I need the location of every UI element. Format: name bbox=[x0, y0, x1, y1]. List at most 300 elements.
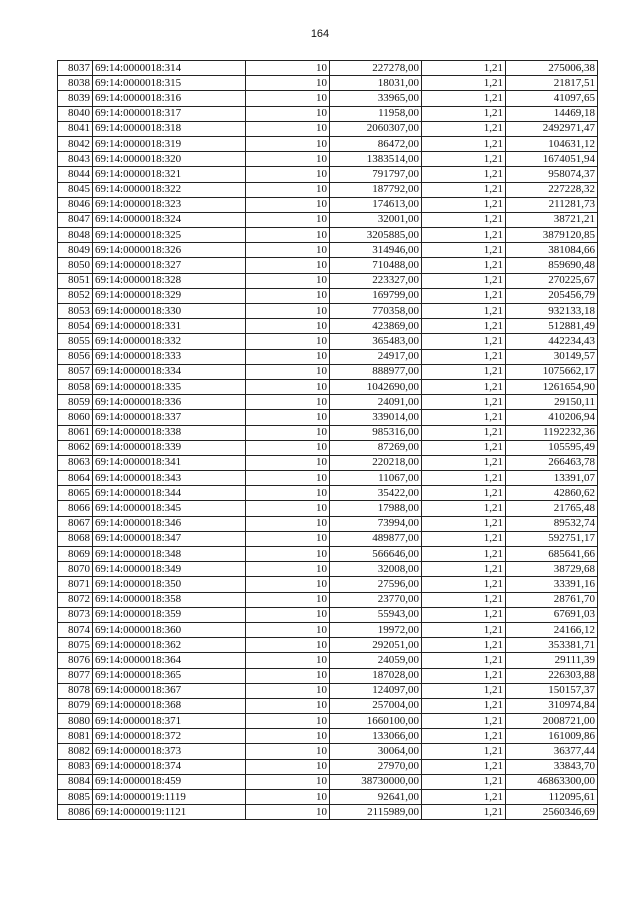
rate-cell: 10 bbox=[246, 607, 330, 622]
result-value-cell: 410206,94 bbox=[506, 410, 598, 425]
rate-cell: 10 bbox=[246, 744, 330, 759]
result-value-cell: 227228,32 bbox=[506, 182, 598, 197]
table-row bbox=[58, 364, 598, 379]
coefficient-cell: 1,21 bbox=[422, 440, 506, 455]
coefficient-cell: 1,21 bbox=[422, 805, 506, 820]
table-row bbox=[58, 638, 598, 653]
rate-cell: 10 bbox=[246, 425, 330, 440]
coefficient-cell: 1,21 bbox=[422, 61, 506, 76]
cadastral-number-cell: 69:14:0000018:362 bbox=[93, 638, 246, 653]
rate-cell: 10 bbox=[246, 774, 330, 789]
coefficient-cell: 1,21 bbox=[422, 592, 506, 607]
result-value-cell: 14469,18 bbox=[506, 106, 598, 121]
row-number-cell: 8068 bbox=[58, 531, 93, 546]
cadastral-value-cell: 187792,00 bbox=[330, 182, 422, 197]
cadastral-number-cell: 69:14:0000018:327 bbox=[93, 258, 246, 273]
cadastral-number-cell: 69:14:0000018:349 bbox=[93, 562, 246, 577]
cadastral-value-cell: 24091,00 bbox=[330, 395, 422, 410]
table-row bbox=[58, 136, 598, 151]
row-number-cell: 8077 bbox=[58, 668, 93, 683]
result-value-cell: 1075662,17 bbox=[506, 364, 598, 379]
table-row bbox=[58, 577, 598, 592]
table-row bbox=[58, 805, 598, 820]
cadastral-value-cell: 423869,00 bbox=[330, 319, 422, 334]
cadastral-value-cell: 87269,00 bbox=[330, 440, 422, 455]
coefficient-cell: 1,21 bbox=[422, 364, 506, 379]
rate-cell: 10 bbox=[246, 212, 330, 227]
coefficient-cell: 1,21 bbox=[422, 379, 506, 394]
row-number-cell: 8047 bbox=[58, 212, 93, 227]
table-row bbox=[58, 319, 598, 334]
table-row bbox=[58, 91, 598, 106]
rate-cell: 10 bbox=[246, 395, 330, 410]
cadastral-value-cell: 710488,00 bbox=[330, 258, 422, 273]
result-value-cell: 932133,18 bbox=[506, 304, 598, 319]
cadastral-value-cell: 770358,00 bbox=[330, 304, 422, 319]
table-row bbox=[58, 258, 598, 273]
row-number-cell: 8080 bbox=[58, 714, 93, 729]
row-number-cell: 8043 bbox=[58, 152, 93, 167]
table-row bbox=[58, 531, 598, 546]
cadastral-value-cell: 257004,00 bbox=[330, 698, 422, 713]
table-row bbox=[58, 334, 598, 349]
table-row bbox=[58, 562, 598, 577]
coefficient-cell: 1,21 bbox=[422, 91, 506, 106]
coefficient-cell: 1,21 bbox=[422, 562, 506, 577]
result-value-cell: 205456,79 bbox=[506, 288, 598, 303]
table-row bbox=[58, 744, 598, 759]
table-body bbox=[58, 61, 598, 820]
table-row bbox=[58, 106, 598, 121]
cadastral-number-cell: 69:14:0000018:365 bbox=[93, 668, 246, 683]
coefficient-cell: 1,21 bbox=[422, 425, 506, 440]
table-row bbox=[58, 273, 598, 288]
coefficient-cell: 1,21 bbox=[422, 729, 506, 744]
result-value-cell: 42860,62 bbox=[506, 486, 598, 501]
row-number-cell: 8054 bbox=[58, 319, 93, 334]
cadastral-value-cell: 169799,00 bbox=[330, 288, 422, 303]
rate-cell: 10 bbox=[246, 790, 330, 805]
row-number-cell: 8075 bbox=[58, 638, 93, 653]
cadastral-value-cell: 566646,00 bbox=[330, 547, 422, 562]
cadastral-number-cell: 69:14:0000018:374 bbox=[93, 759, 246, 774]
result-value-cell: 21765,48 bbox=[506, 501, 598, 516]
result-value-cell: 2492971,47 bbox=[506, 121, 598, 136]
cadastral-value-cell: 86472,00 bbox=[330, 136, 422, 151]
coefficient-cell: 1,21 bbox=[422, 76, 506, 91]
coefficient-cell: 1,21 bbox=[422, 410, 506, 425]
rate-cell: 10 bbox=[246, 759, 330, 774]
cadastral-number-cell: 69:14:0000018:329 bbox=[93, 288, 246, 303]
coefficient-cell: 1,21 bbox=[422, 668, 506, 683]
cadastral-value-cell: 33965,00 bbox=[330, 91, 422, 106]
cadastral-number-cell: 69:14:0000018:344 bbox=[93, 486, 246, 501]
rate-cell: 10 bbox=[246, 516, 330, 531]
result-value-cell: 67691,03 bbox=[506, 607, 598, 622]
row-number-cell: 8048 bbox=[58, 228, 93, 243]
result-value-cell: 104631,12 bbox=[506, 136, 598, 151]
table-row bbox=[58, 395, 598, 410]
cadastral-number-cell: 69:14:0000018:364 bbox=[93, 653, 246, 668]
coefficient-cell: 1,21 bbox=[422, 319, 506, 334]
cadastral-number-cell: 69:14:0000018:343 bbox=[93, 471, 246, 486]
cadastral-value-cell: 187028,00 bbox=[330, 668, 422, 683]
result-value-cell: 33843,70 bbox=[506, 759, 598, 774]
cadastral-number-cell: 69:14:0000018:325 bbox=[93, 228, 246, 243]
coefficient-cell: 1,21 bbox=[422, 455, 506, 470]
result-value-cell: 24166,12 bbox=[506, 622, 598, 637]
result-value-cell: 38729,68 bbox=[506, 562, 598, 577]
cadastral-value-cell: 73994,00 bbox=[330, 516, 422, 531]
coefficient-cell: 1,21 bbox=[422, 653, 506, 668]
result-value-cell: 13391,07 bbox=[506, 471, 598, 486]
cadastral-value-cell: 27596,00 bbox=[330, 577, 422, 592]
result-value-cell: 150157,37 bbox=[506, 683, 598, 698]
rate-cell: 10 bbox=[246, 714, 330, 729]
coefficient-cell: 1,21 bbox=[422, 304, 506, 319]
rate-cell: 10 bbox=[246, 76, 330, 91]
table-row bbox=[58, 212, 598, 227]
row-number-cell: 8058 bbox=[58, 379, 93, 394]
table-row bbox=[58, 683, 598, 698]
cadastral-value-cell: 1042690,00 bbox=[330, 379, 422, 394]
rate-cell: 10 bbox=[246, 106, 330, 121]
cadastral-value-cell: 2115989,00 bbox=[330, 805, 422, 820]
cadastral-value-cell: 2060307,00 bbox=[330, 121, 422, 136]
result-value-cell: 685641,66 bbox=[506, 547, 598, 562]
table-row bbox=[58, 653, 598, 668]
rate-cell: 10 bbox=[246, 243, 330, 258]
row-number-cell: 8066 bbox=[58, 501, 93, 516]
rate-cell: 10 bbox=[246, 197, 330, 212]
table-row bbox=[58, 774, 598, 789]
rate-cell: 10 bbox=[246, 577, 330, 592]
table-row bbox=[58, 622, 598, 637]
result-value-cell: 30149,57 bbox=[506, 349, 598, 364]
coefficient-cell: 1,21 bbox=[422, 288, 506, 303]
cadastral-number-cell: 69:14:0000018:320 bbox=[93, 152, 246, 167]
rate-cell: 10 bbox=[246, 592, 330, 607]
cadastral-value-cell: 1660100,00 bbox=[330, 714, 422, 729]
coefficient-cell: 1,21 bbox=[422, 516, 506, 531]
cadastral-number-cell: 69:14:0000019:1119 bbox=[93, 790, 246, 805]
coefficient-cell: 1,21 bbox=[422, 152, 506, 167]
table-row bbox=[58, 759, 598, 774]
cadastral-number-cell: 69:14:0000018:330 bbox=[93, 304, 246, 319]
row-number-cell: 8060 bbox=[58, 410, 93, 425]
result-value-cell: 3879120,85 bbox=[506, 228, 598, 243]
coefficient-cell: 1,21 bbox=[422, 607, 506, 622]
cadastral-value-cell: 92641,00 bbox=[330, 790, 422, 805]
table-row bbox=[58, 592, 598, 607]
table-row bbox=[58, 668, 598, 683]
coefficient-cell: 1,21 bbox=[422, 136, 506, 151]
cadastral-number-cell: 69:14:0000018:348 bbox=[93, 547, 246, 562]
row-number-cell: 8050 bbox=[58, 258, 93, 273]
coefficient-cell: 1,21 bbox=[422, 243, 506, 258]
row-number-cell: 8039 bbox=[58, 91, 93, 106]
row-number-cell: 8052 bbox=[58, 288, 93, 303]
row-number-cell: 8055 bbox=[58, 334, 93, 349]
rate-cell: 10 bbox=[246, 152, 330, 167]
table-row bbox=[58, 152, 598, 167]
table-row bbox=[58, 228, 598, 243]
row-number-cell: 8067 bbox=[58, 516, 93, 531]
cadastral-number-cell: 69:14:0000018:315 bbox=[93, 76, 246, 91]
coefficient-cell: 1,21 bbox=[422, 349, 506, 364]
cadastral-number-cell: 69:14:0000018:331 bbox=[93, 319, 246, 334]
row-number-cell: 8044 bbox=[58, 167, 93, 182]
cadastral-number-cell: 69:14:0000019:1121 bbox=[93, 805, 246, 820]
cadastral-number-cell: 69:14:0000018:367 bbox=[93, 683, 246, 698]
table-row bbox=[58, 698, 598, 713]
cadastral-number-cell: 69:14:0000018:314 bbox=[93, 61, 246, 76]
cadastral-value-cell: 32001,00 bbox=[330, 212, 422, 227]
cadastral-value-cell: 35422,00 bbox=[330, 486, 422, 501]
cadastral-value-cell: 30064,00 bbox=[330, 744, 422, 759]
coefficient-cell: 1,21 bbox=[422, 334, 506, 349]
cadastral-value-cell: 11958,00 bbox=[330, 106, 422, 121]
result-value-cell: 41097,65 bbox=[506, 91, 598, 106]
rate-cell: 10 bbox=[246, 304, 330, 319]
table-row bbox=[58, 76, 598, 91]
cadastral-value-cell: 18031,00 bbox=[330, 76, 422, 91]
cadastral-value-cell: 489877,00 bbox=[330, 531, 422, 546]
coefficient-cell: 1,21 bbox=[422, 714, 506, 729]
row-number-cell: 8046 bbox=[58, 197, 93, 212]
coefficient-cell: 1,21 bbox=[422, 698, 506, 713]
cadastral-value-cell: 339014,00 bbox=[330, 410, 422, 425]
coefficient-cell: 1,21 bbox=[422, 638, 506, 653]
table-row bbox=[58, 501, 598, 516]
rate-cell: 10 bbox=[246, 273, 330, 288]
coefficient-cell: 1,21 bbox=[422, 547, 506, 562]
result-value-cell: 21817,51 bbox=[506, 76, 598, 91]
result-value-cell: 29111,39 bbox=[506, 653, 598, 668]
cadastral-value-cell: 223327,00 bbox=[330, 273, 422, 288]
coefficient-cell: 1,21 bbox=[422, 197, 506, 212]
rate-cell: 10 bbox=[246, 228, 330, 243]
result-value-cell: 2560346,69 bbox=[506, 805, 598, 820]
row-number-cell: 8041 bbox=[58, 121, 93, 136]
coefficient-cell: 1,21 bbox=[422, 577, 506, 592]
table-row bbox=[58, 547, 598, 562]
result-value-cell: 38721,21 bbox=[506, 212, 598, 227]
result-value-cell: 105595,49 bbox=[506, 440, 598, 455]
result-value-cell: 46863300,00 bbox=[506, 774, 598, 789]
result-value-cell: 161009,86 bbox=[506, 729, 598, 744]
row-number-cell: 8057 bbox=[58, 364, 93, 379]
result-value-cell: 1192232,36 bbox=[506, 425, 598, 440]
result-value-cell: 33391,16 bbox=[506, 577, 598, 592]
cadastral-value-cell: 3205885,00 bbox=[330, 228, 422, 243]
row-number-cell: 8053 bbox=[58, 304, 93, 319]
cadastral-value-cell: 133066,00 bbox=[330, 729, 422, 744]
coefficient-cell: 1,21 bbox=[422, 759, 506, 774]
row-number-cell: 8086 bbox=[58, 805, 93, 820]
table-row bbox=[58, 410, 598, 425]
coefficient-cell: 1,21 bbox=[422, 501, 506, 516]
row-number-cell: 8074 bbox=[58, 622, 93, 637]
cadastral-value-cell: 365483,00 bbox=[330, 334, 422, 349]
rate-cell: 10 bbox=[246, 653, 330, 668]
cadastral-number-cell: 69:14:0000018:371 bbox=[93, 714, 246, 729]
result-value-cell: 592751,17 bbox=[506, 531, 598, 546]
row-number-cell: 8070 bbox=[58, 562, 93, 577]
row-number-cell: 8040 bbox=[58, 106, 93, 121]
cadastral-value-cell: 888977,00 bbox=[330, 364, 422, 379]
coefficient-cell: 1,21 bbox=[422, 106, 506, 121]
cadastral-number-cell: 69:14:0000018:337 bbox=[93, 410, 246, 425]
rate-cell: 10 bbox=[246, 319, 330, 334]
row-number-cell: 8049 bbox=[58, 243, 93, 258]
result-value-cell: 958074,37 bbox=[506, 167, 598, 182]
row-number-cell: 8078 bbox=[58, 683, 93, 698]
page-number: 164 bbox=[310, 28, 330, 40]
coefficient-cell: 1,21 bbox=[422, 531, 506, 546]
result-value-cell: 310974,84 bbox=[506, 698, 598, 713]
result-value-cell: 226303,88 bbox=[506, 668, 598, 683]
cadastral-value-cell: 24917,00 bbox=[330, 349, 422, 364]
table-row bbox=[58, 790, 598, 805]
cadastral-value-cell: 38730000,00 bbox=[330, 774, 422, 789]
rate-cell: 10 bbox=[246, 638, 330, 653]
cadastral-value-cell: 124097,00 bbox=[330, 683, 422, 698]
rate-cell: 10 bbox=[246, 531, 330, 546]
cadastral-number-cell: 69:14:0000018:332 bbox=[93, 334, 246, 349]
cadastral-number-cell: 69:14:0000018:339 bbox=[93, 440, 246, 455]
table-row bbox=[58, 197, 598, 212]
row-number-cell: 8062 bbox=[58, 440, 93, 455]
cadastral-number-cell: 69:14:0000018:350 bbox=[93, 577, 246, 592]
result-value-cell: 1674051,94 bbox=[506, 152, 598, 167]
coefficient-cell: 1,21 bbox=[422, 471, 506, 486]
row-number-cell: 8051 bbox=[58, 273, 93, 288]
row-number-cell: 8073 bbox=[58, 607, 93, 622]
cadastral-number-cell: 69:14:0000018:318 bbox=[93, 121, 246, 136]
rate-cell: 10 bbox=[246, 455, 330, 470]
row-number-cell: 8037 bbox=[58, 61, 93, 76]
row-number-cell: 8063 bbox=[58, 455, 93, 470]
row-number-cell: 8038 bbox=[58, 76, 93, 91]
row-number-cell: 8071 bbox=[58, 577, 93, 592]
rate-cell: 10 bbox=[246, 61, 330, 76]
table-row bbox=[58, 516, 598, 531]
rate-cell: 10 bbox=[246, 805, 330, 820]
cadastral-number-cell: 69:14:0000018:372 bbox=[93, 729, 246, 744]
row-number-cell: 8085 bbox=[58, 790, 93, 805]
coefficient-cell: 1,21 bbox=[422, 744, 506, 759]
rate-cell: 10 bbox=[246, 136, 330, 151]
cadastral-value-cell: 220218,00 bbox=[330, 455, 422, 470]
cadastral-value-cell: 32008,00 bbox=[330, 562, 422, 577]
cadastral-value-cell: 17988,00 bbox=[330, 501, 422, 516]
rate-cell: 10 bbox=[246, 121, 330, 136]
result-value-cell: 28761,70 bbox=[506, 592, 598, 607]
row-number-cell: 8081 bbox=[58, 729, 93, 744]
cadastral-value-cell: 19972,00 bbox=[330, 622, 422, 637]
table-row bbox=[58, 607, 598, 622]
table-row bbox=[58, 425, 598, 440]
cadastral-value-table bbox=[57, 60, 598, 820]
cadastral-number-cell: 69:14:0000018:326 bbox=[93, 243, 246, 258]
row-number-cell: 8072 bbox=[58, 592, 93, 607]
coefficient-cell: 1,21 bbox=[422, 774, 506, 789]
rate-cell: 10 bbox=[246, 729, 330, 744]
table-row bbox=[58, 349, 598, 364]
result-value-cell: 859690,48 bbox=[506, 258, 598, 273]
cadastral-number-cell: 69:14:0000018:336 bbox=[93, 395, 246, 410]
table-row bbox=[58, 121, 598, 136]
rate-cell: 10 bbox=[246, 562, 330, 577]
table-row bbox=[58, 714, 598, 729]
coefficient-cell: 1,21 bbox=[422, 121, 506, 136]
row-number-cell: 8042 bbox=[58, 136, 93, 151]
table-row bbox=[58, 379, 598, 394]
coefficient-cell: 1,21 bbox=[422, 790, 506, 805]
rate-cell: 10 bbox=[246, 258, 330, 273]
result-value-cell: 29150,11 bbox=[506, 395, 598, 410]
rate-cell: 10 bbox=[246, 288, 330, 303]
result-value-cell: 270225,67 bbox=[506, 273, 598, 288]
coefficient-cell: 1,21 bbox=[422, 258, 506, 273]
coefficient-cell: 1,21 bbox=[422, 182, 506, 197]
cadastral-number-cell: 69:14:0000018:341 bbox=[93, 455, 246, 470]
cadastral-value-cell: 24059,00 bbox=[330, 653, 422, 668]
row-number-cell: 8076 bbox=[58, 653, 93, 668]
table-row bbox=[58, 304, 598, 319]
rate-cell: 10 bbox=[246, 547, 330, 562]
row-number-cell: 8084 bbox=[58, 774, 93, 789]
coefficient-cell: 1,21 bbox=[422, 395, 506, 410]
row-number-cell: 8061 bbox=[58, 425, 93, 440]
result-value-cell: 1261654,90 bbox=[506, 379, 598, 394]
result-value-cell: 512881,49 bbox=[506, 319, 598, 334]
cadastral-number-cell: 69:14:0000018:324 bbox=[93, 212, 246, 227]
cadastral-number-cell: 69:14:0000018:346 bbox=[93, 516, 246, 531]
cadastral-number-cell: 69:14:0000018:358 bbox=[93, 592, 246, 607]
cadastral-number-cell: 69:14:0000018:359 bbox=[93, 607, 246, 622]
result-value-cell: 89532,74 bbox=[506, 516, 598, 531]
rate-cell: 10 bbox=[246, 182, 330, 197]
result-value-cell: 442234,43 bbox=[506, 334, 598, 349]
cadastral-number-cell: 69:14:0000018:459 bbox=[93, 774, 246, 789]
rate-cell: 10 bbox=[246, 622, 330, 637]
rate-cell: 10 bbox=[246, 698, 330, 713]
row-number-cell: 8082 bbox=[58, 744, 93, 759]
cadastral-number-cell: 69:14:0000018:317 bbox=[93, 106, 246, 121]
cadastral-number-cell: 69:14:0000018:328 bbox=[93, 273, 246, 288]
coefficient-cell: 1,21 bbox=[422, 273, 506, 288]
row-number-cell: 8069 bbox=[58, 547, 93, 562]
rate-cell: 10 bbox=[246, 334, 330, 349]
table-row bbox=[58, 471, 598, 486]
result-value-cell: 211281,73 bbox=[506, 197, 598, 212]
row-number-cell: 8045 bbox=[58, 182, 93, 197]
table-row bbox=[58, 288, 598, 303]
cadastral-number-cell: 69:14:0000018:360 bbox=[93, 622, 246, 637]
cadastral-value-cell: 314946,00 bbox=[330, 243, 422, 258]
rate-cell: 10 bbox=[246, 349, 330, 364]
row-number-cell: 8079 bbox=[58, 698, 93, 713]
rate-cell: 10 bbox=[246, 91, 330, 106]
cadastral-value-cell: 1383514,00 bbox=[330, 152, 422, 167]
table-row bbox=[58, 455, 598, 470]
table-row bbox=[58, 440, 598, 455]
cadastral-number-cell: 69:14:0000018:368 bbox=[93, 698, 246, 713]
result-value-cell: 353381,71 bbox=[506, 638, 598, 653]
rate-cell: 10 bbox=[246, 486, 330, 501]
